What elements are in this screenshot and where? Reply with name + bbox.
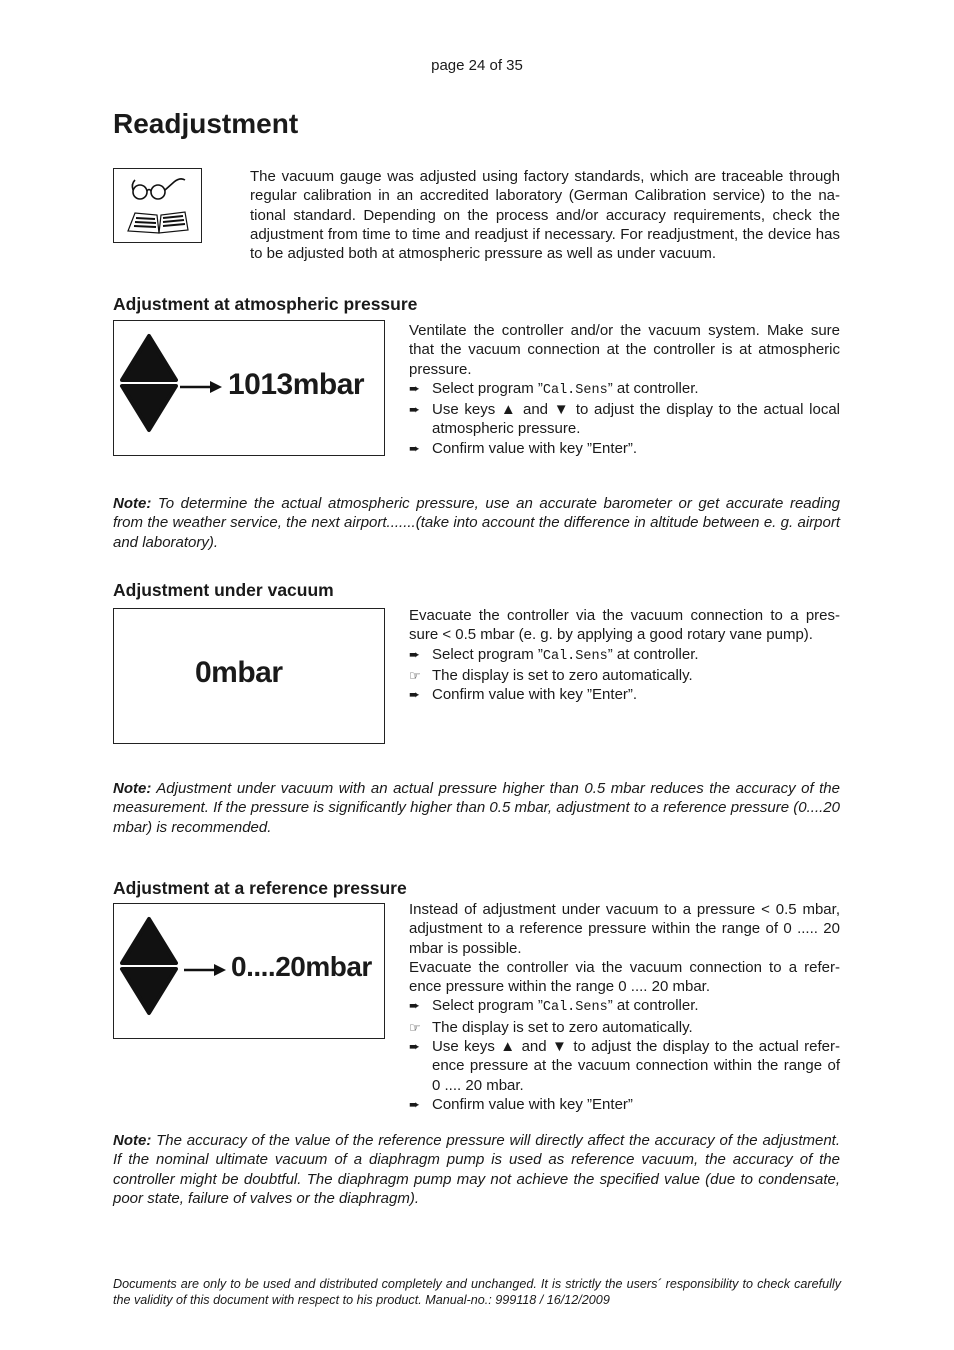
- list-item: ➨ Select program ”Cal.Sens” at controller.: [409, 997, 699, 1016]
- pointing-arrow-icon: ➨: [409, 1096, 420, 1112]
- list-item: ➨ Confirm value with key ”Enter”: [409, 1095, 633, 1113]
- program-code: Cal.Sens: [542, 648, 608, 664]
- reference-intro-1: Instead of adjustment under vacuum to a pressure < 0.5 mbar, adjustment to a reference pressure within the range of 0 ..... 20 mbar is possible.: [409, 901, 840, 957]
- reference-heading: Adjustment at a reference pressure: [113, 878, 407, 898]
- program-code: Cal.Sens: [542, 1000, 608, 1016]
- down-key-icon: ▼: [551, 1038, 568, 1056]
- pointing-arrow-icon: ➨: [409, 687, 420, 703]
- up-down-keys-icon: [118, 916, 178, 1016]
- page-title: Readjustment: [113, 108, 299, 139]
- pointing-arrow-icon: ➨: [409, 440, 420, 456]
- atmospheric-heading: Adjustment at atmospheric pressure: [113, 294, 418, 314]
- pointing-arrow-icon: ➨: [409, 998, 420, 1014]
- display-value-1013mbar: 1013mbar: [228, 368, 365, 401]
- vacuum-note: Note: Adjustment under vacuum with an actual pressure higher than 0.5 mbar reduces the accuracy of the measurement. If the pressure is significantly higher than 0.5 mbar, adjustment to a reference pressure (0....20 mbar) is recommended.: [113, 780, 840, 836]
- list-item: ☞ The display is set to zero automatically.: [409, 1018, 693, 1036]
- up-key-icon: ▲: [500, 401, 518, 419]
- atmospheric-steps: [409, 379, 840, 458]
- pointing-hand-icon: ☞: [409, 667, 421, 683]
- display-value-0mbar: 0mbar: [195, 656, 283, 689]
- pointing-arrow-icon: ➨: [409, 402, 420, 418]
- footer-disclaimer: Documents are only to be used and distributed completely and unchanged. It is strictly the users´ responsibility to check carefully the validity of this document with respect to his product. Manual-no.: 999118 / 16/12/2009: [113, 1277, 841, 1307]
- vacuum-instructions: [409, 606, 840, 704]
- vacuum-steps: [409, 645, 840, 705]
- list-item: ➨ Confirm value with key ”Enter”.: [409, 686, 638, 704]
- list-item: ☞ The display is set to zero automatically.: [409, 666, 693, 684]
- list-item: ➨ Use keys ▲ and ▼ to adjust the display to the actual local atmospheric pressure.: [409, 401, 840, 438]
- vacuum-heading: Adjustment under vacuum: [113, 580, 334, 600]
- intro-text: The vacuum gauge was adjusted using factory standards, which are traceable through regular calibration in an accredited laboratory (German Calibration service) to the na-tional standard. Depending on the process and/or accuracy requirements, check the adjustment from time to time and readjust if necessary. For readjustment, the device has to be adjusted both at atmospheric pressure as well as under vacuum.: [250, 168, 840, 263]
- pointing-hand-icon: ☞: [409, 1019, 421, 1035]
- reading-glasses-book-icon: [113, 168, 202, 243]
- reference-steps: [409, 996, 840, 1114]
- reference-note: Note: The accuracy of the value of the reference pressure will directly affect the accuracy of the adjustment. If the nominal ultimate vacuum of a diaphragm pump is used as reference vacuum, the accuracy of the controller might be doubtful. The diaphragm pump may not achieve the specified value (due to condensate, poor state, failure of valves or the diaphragm).: [113, 1132, 840, 1207]
- down-key-icon: ▼: [553, 401, 571, 419]
- list-item: ➨ Use keys ▲ and ▼ to adjust the display to the actual refer-ence pressure at the vacuum connection within the range of 0 .... 20 mbar.: [409, 1038, 841, 1094]
- atmospheric-note: Note: To determine the actual atmospheric pressure, use an accurate barometer or get accurate reading from the weather service, the next airport.......(take into account the difference in altitude between e. g. airport and laboratory).: [113, 495, 841, 551]
- pointing-arrow-icon: ➨: [409, 1039, 420, 1055]
- reference-intro-2: Evacuate the controller via the vacuum connection to a refer-ence pressure within the range 0 .... 20 mbar.: [409, 958, 840, 996]
- list-item: ➨ Select program ”Cal.Sens” at controller.: [409, 645, 699, 664]
- atmospheric-instructions: [409, 321, 840, 458]
- list-item: ➨ Select program ”Cal.Sens” at controller.: [409, 379, 699, 398]
- reference-display-panel: [113, 903, 385, 1039]
- list-item: ➨ Confirm value with key ”Enter”.: [409, 439, 638, 457]
- pointing-arrow-icon: ➨: [409, 646, 420, 662]
- arrow-right-icon: [180, 380, 222, 394]
- up-down-keys-icon: [118, 333, 178, 433]
- program-code: Cal.Sens: [542, 382, 608, 398]
- reference-instructions: [409, 900, 840, 1114]
- page-number: page 24 of 35: [431, 57, 523, 74]
- vacuum-display-panel: [113, 608, 385, 744]
- atmospheric-display-panel: [113, 320, 385, 456]
- pointing-arrow-icon: ➨: [409, 380, 420, 396]
- vacuum-intro: Evacuate the controller via the vacuum connection to a pres-sure < 0.5 mbar (e. g. by applying a good rotary vane pump).: [409, 607, 840, 644]
- up-key-icon: ▲: [500, 1038, 517, 1056]
- atmospheric-intro: Ventilate the controller and/or the vacuum system. Make sure that the vacuum connection at the controller is at atmospheric pressure.: [409, 322, 840, 378]
- arrow-right-icon: [184, 963, 226, 977]
- display-value-0-20mbar: 0....20mbar: [231, 951, 372, 982]
